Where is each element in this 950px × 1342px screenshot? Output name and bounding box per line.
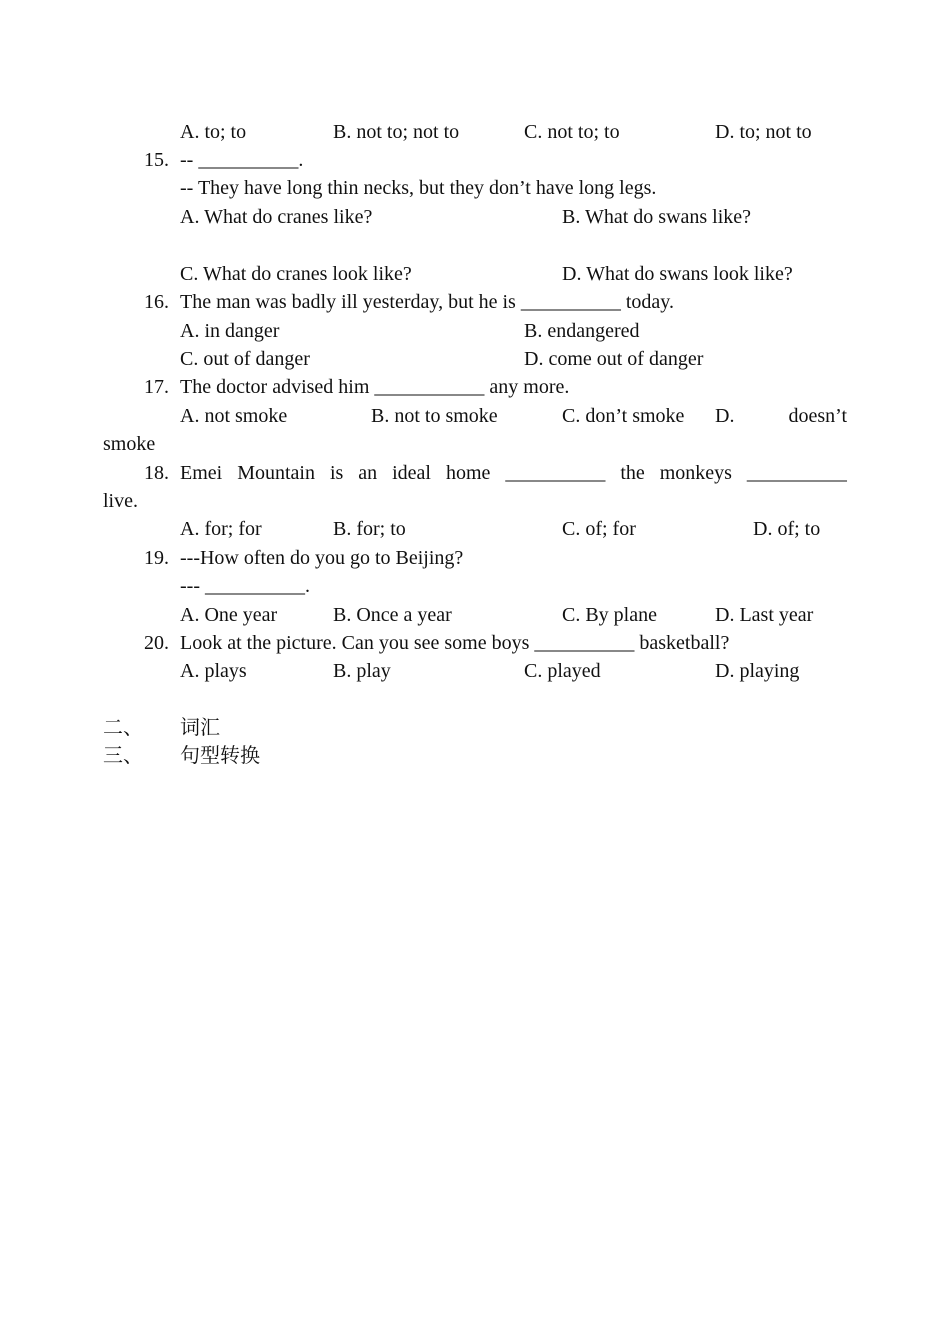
q17-number: 17. <box>144 376 169 398</box>
q16-stem: The man was badly ill yesterday, but he is __________ today. <box>180 291 674 313</box>
q20-option-c: C. played <box>524 660 601 682</box>
q18-option-c: C. of; for <box>562 518 636 540</box>
section-3-marker: 三、 <box>103 745 143 767</box>
q19-option-b: B. Once a year <box>333 604 452 626</box>
q20-option-b: B. play <box>333 660 391 682</box>
q18-stem-word: Emei <box>180 462 223 484</box>
q20-number: 20. <box>144 632 169 654</box>
q18-option-d: D. of; to <box>753 518 821 540</box>
q19-number: 19. <box>144 547 169 569</box>
q18-option-b: B. for; to <box>333 518 406 540</box>
q18-stem-word: is <box>329 462 344 484</box>
q15-option-b: B. What do swans like? <box>562 206 752 228</box>
q18-stem-word: monkeys <box>659 462 732 484</box>
q19-option-c: C. By plane <box>562 604 657 626</box>
q19-line2: --- __________. <box>180 575 310 597</box>
q15-option-c: C. What do cranes look like? <box>180 263 412 285</box>
q19-option-d: D. Last year <box>715 604 814 626</box>
q16-number: 16. <box>144 291 169 313</box>
q17-option-c: C. don’t smoke <box>562 405 685 427</box>
q14-option-d: D. to; not to <box>715 121 812 143</box>
q18-blank-2: __________ <box>746 462 847 484</box>
q16-option-c: C. out of danger <box>180 348 310 370</box>
q18-stem-word: ideal <box>392 462 431 484</box>
q18-stem-word: Mountain <box>237 462 315 484</box>
q15-line2: -- They have long thin necks, but they don’t have long legs. <box>180 177 657 199</box>
section-2-marker: 二、 <box>103 717 143 739</box>
q18-stem-wrap: live. <box>103 490 138 512</box>
section-3-title: 句型转换 <box>180 745 260 767</box>
q15-option-d: D. What do swans look like? <box>562 263 793 285</box>
q18-number: 18. <box>144 462 169 484</box>
q17-option-d-text: doesn’t <box>788 405 847 427</box>
q14-option-c: C. not to; to <box>524 121 620 143</box>
q19-option-a: A. One year <box>180 604 278 626</box>
q15-option-a: A. What do cranes like? <box>180 206 373 228</box>
q17-option-b: B. not to smoke <box>371 405 498 427</box>
q20-option-d: D. playing <box>715 660 800 682</box>
q20-stem: Look at the picture. Can you see some boys __________ basketball? <box>180 632 730 654</box>
q19-line1: ---How often do you go to Beijing? <box>180 547 464 569</box>
q14-option-a: A. to; to <box>180 121 247 143</box>
q18-stem-word: an <box>358 462 378 484</box>
section-2-title: 词汇 <box>180 717 220 739</box>
q17-option-a: A. not smoke <box>180 405 288 427</box>
q17-option-d: D. <box>715 405 735 427</box>
q18-stem-word: home <box>445 462 491 484</box>
q16-option-d: D. come out of danger <box>524 348 704 370</box>
q14-option-b: B. not to; not to <box>333 121 460 143</box>
q20-option-a: A. plays <box>180 660 247 682</box>
q18-stem <box>180 461 847 485</box>
q18-stem-word: the <box>620 462 645 484</box>
q17-stem: The doctor advised him ___________ any more. <box>180 376 570 398</box>
q15-number: 15. <box>144 149 169 171</box>
q16-option-b: B. endangered <box>524 320 640 342</box>
q17-option-d-wrap: smoke <box>103 433 156 455</box>
q18-blank-1: __________ <box>505 462 606 484</box>
q16-option-a: A. in danger <box>180 320 280 342</box>
q18-option-a: A. for; for <box>180 518 262 540</box>
q15-line1: -- __________. <box>180 149 304 171</box>
